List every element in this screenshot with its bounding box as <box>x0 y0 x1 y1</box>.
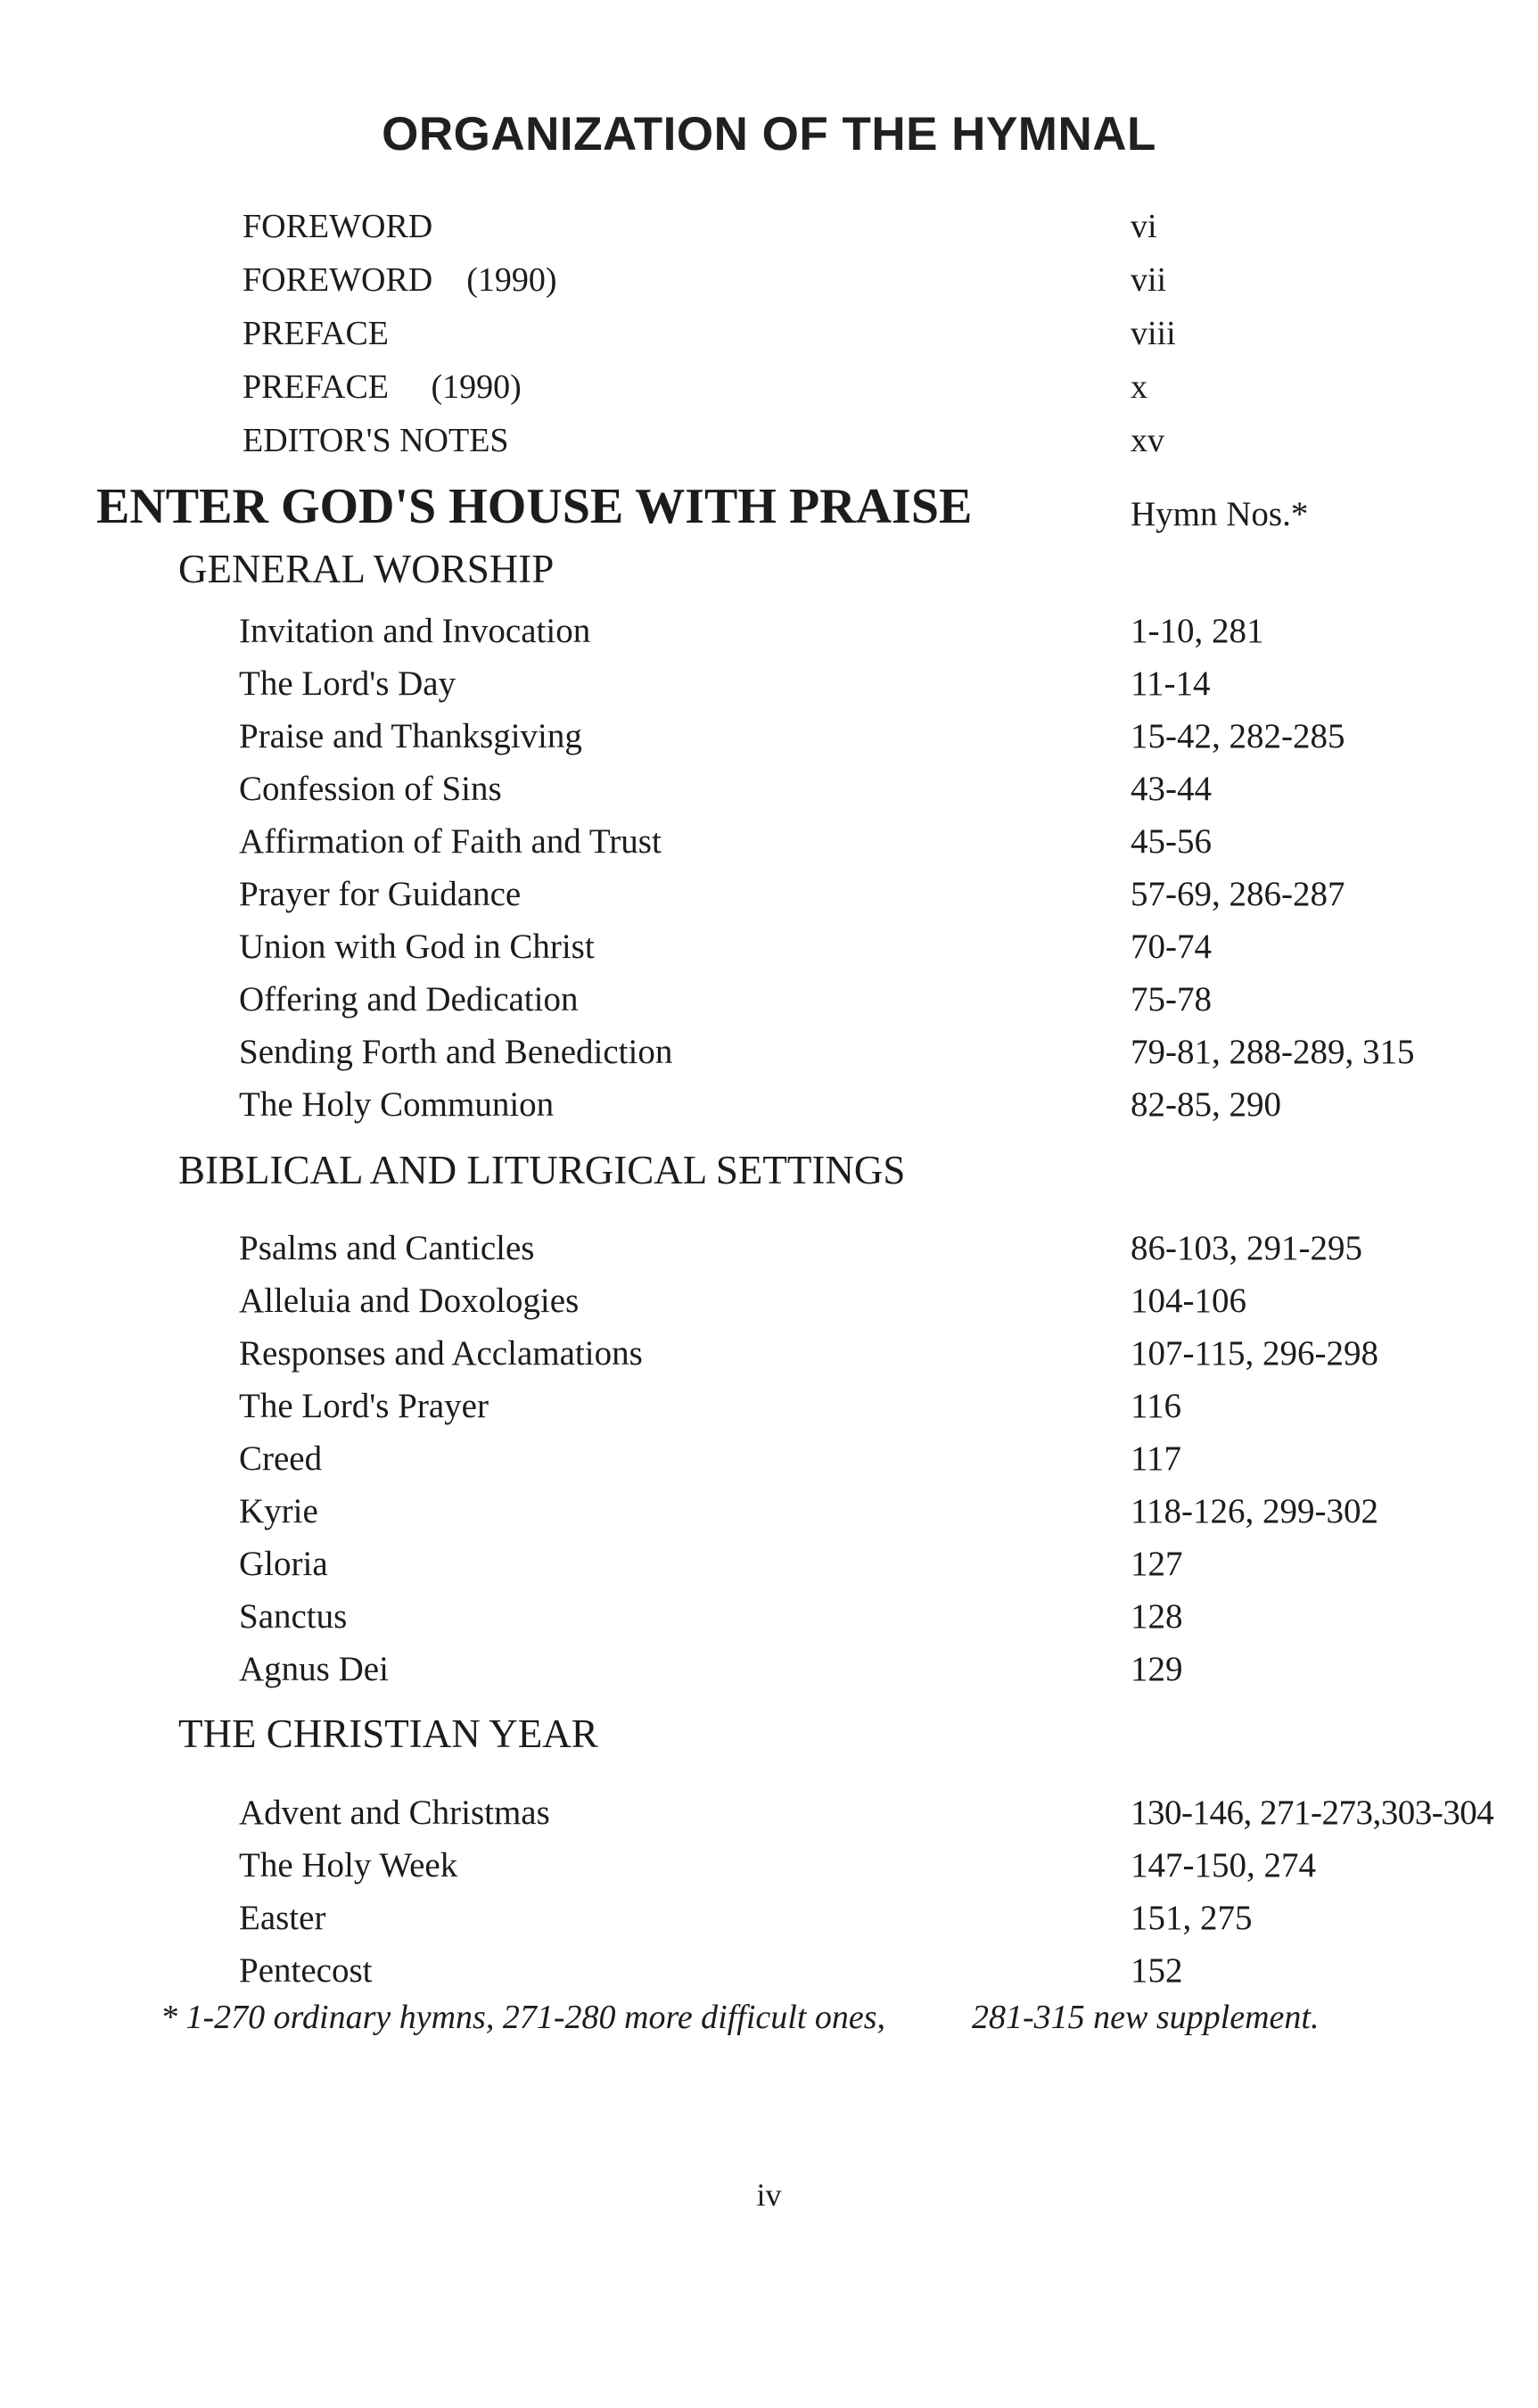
item-hymns: 130-146, 271-273,303-304 <box>1131 1794 1494 1832</box>
item-hymns: 75-78 <box>1131 980 1212 1018</box>
major-heading: ENTER GOD'S HOUSE WITH PRAISE <box>96 479 973 534</box>
list-item <box>0 815 1538 869</box>
item-hymns: 57-69, 286-287 <box>1131 875 1345 913</box>
list-item <box>0 1786 1538 1840</box>
item-hymns: 128 <box>1131 1597 1183 1636</box>
item-label: The Holy Communion <box>239 1085 555 1124</box>
footnote <box>160 1998 1320 2037</box>
front-matter-page: xv <box>1131 422 1164 459</box>
front-matter-row <box>0 360 1538 414</box>
item-hymns: 151, 275 <box>1131 1899 1253 1937</box>
front-matter-row <box>0 200 1538 253</box>
item-hymns: 117 <box>1131 1439 1182 1478</box>
item-label: Invitation and Invocation <box>239 612 591 650</box>
front-matter-label: FOREWORD (1990) <box>243 261 557 299</box>
list-item <box>0 1643 1538 1696</box>
item-label: The Lord's Day <box>239 664 456 703</box>
hymn-numbers-label: Hymn Nos.* <box>1131 495 1309 533</box>
item-hymns: 116 <box>1131 1387 1182 1425</box>
list-item <box>0 1380 1538 1433</box>
list-item <box>0 1327 1538 1381</box>
item-label: Kyrie <box>239 1492 318 1530</box>
front-matter-label: PREFACE <box>243 315 390 352</box>
list-item <box>0 1590 1538 1644</box>
front-matter-page: vi <box>1131 208 1157 245</box>
front-matter-row <box>0 307 1538 360</box>
front-matter-row <box>0 253 1538 307</box>
item-label: Alleluia and Doxologies <box>239 1282 580 1320</box>
item-label: The Lord's Prayer <box>239 1387 489 1425</box>
item-label: Responses and Acclamations <box>239 1334 643 1373</box>
list-item <box>0 1839 1538 1893</box>
list-item <box>0 868 1538 921</box>
list-item <box>0 1222 1538 1275</box>
item-label: Pentecost <box>239 1951 373 1990</box>
item-label: Sanctus <box>239 1597 348 1636</box>
item-label: Affirmation of Faith and Trust <box>239 822 662 861</box>
front-matter-page: x <box>1131 368 1147 406</box>
list-item <box>0 1944 1538 1998</box>
list-item <box>0 1432 1538 1486</box>
item-label: Sending Forth and Benediction <box>239 1033 673 1071</box>
item-hymns: 127 <box>1131 1545 1183 1583</box>
item-label: Advent and Christmas <box>239 1794 550 1832</box>
item-label: Offering and Dedication <box>239 980 579 1018</box>
list-item <box>0 1078 1538 1132</box>
item-hymns: 70-74 <box>1131 928 1212 966</box>
item-hymns: 45-56 <box>1131 822 1212 861</box>
front-matter-label: EDITOR'S NOTES <box>243 422 509 459</box>
item-hymns: 129 <box>1131 1650 1183 1688</box>
footnote-part-2: 281-315 new supplement. <box>972 1999 1320 2036</box>
page-title: ORGANIZATION OF THE HYMNAL <box>382 108 1156 161</box>
item-hymns: 11-14 <box>1131 664 1211 703</box>
item-hymns: 1-10, 281 <box>1131 612 1264 650</box>
list-item <box>0 973 1538 1027</box>
item-label: Confession of Sins <box>239 770 502 808</box>
list-item <box>0 1538 1538 1591</box>
item-hymns: 118-126, 299-302 <box>1131 1492 1379 1530</box>
item-label: Praise and Thanksgiving <box>239 717 582 755</box>
item-hymns: 79-81, 288-289, 315 <box>1131 1033 1415 1071</box>
front-matter-row <box>0 414 1538 467</box>
section-title: THE CHRISTIAN YEAR <box>178 1711 598 1756</box>
item-label: Creed <box>239 1439 323 1478</box>
list-item <box>0 920 1538 974</box>
footnote-part-1: * 1-270 ordinary hymns, 271-280 more difficult ones, <box>160 1999 886 2036</box>
list-item <box>0 763 1538 816</box>
item-hymns: 82-85, 290 <box>1131 1085 1281 1124</box>
front-matter-page: viii <box>1131 315 1176 352</box>
item-label: Easter <box>239 1899 326 1937</box>
section-title: BIBLICAL AND LITURGICAL SETTINGS <box>178 1148 906 1192</box>
list-item <box>0 710 1538 763</box>
item-label: Prayer for Guidance <box>239 875 522 913</box>
list-item <box>0 605 1538 658</box>
item-hymns: 104-106 <box>1131 1282 1246 1320</box>
list-item <box>0 1485 1538 1538</box>
list-item <box>0 657 1538 711</box>
list-item <box>0 1274 1538 1328</box>
item-label: The Holy Week <box>239 1846 458 1884</box>
item-hymns: 15-42, 282-285 <box>1131 717 1345 755</box>
item-label: Agnus Dei <box>239 1650 389 1688</box>
item-hymns: 86-103, 291-295 <box>1131 1229 1362 1267</box>
section-title: GENERAL WORSHIP <box>178 547 555 591</box>
page-number: iv <box>756 2177 782 2213</box>
front-matter-label: FOREWORD <box>243 208 433 245</box>
item-label: Union with God in Christ <box>239 928 595 966</box>
item-hymns: 43-44 <box>1131 770 1212 808</box>
item-hymns: 152 <box>1131 1951 1183 1990</box>
item-hymns: 147-150, 274 <box>1131 1846 1316 1884</box>
list-item <box>0 1892 1538 1945</box>
front-matter-label: PREFACE (1990) <box>243 368 522 406</box>
front-matter-page: vii <box>1131 261 1167 299</box>
item-label: Psalms and Canticles <box>239 1229 535 1267</box>
item-hymns: 107-115, 296-298 <box>1131 1334 1379 1373</box>
list-item <box>0 1026 1538 1079</box>
item-label: Gloria <box>239 1545 328 1583</box>
